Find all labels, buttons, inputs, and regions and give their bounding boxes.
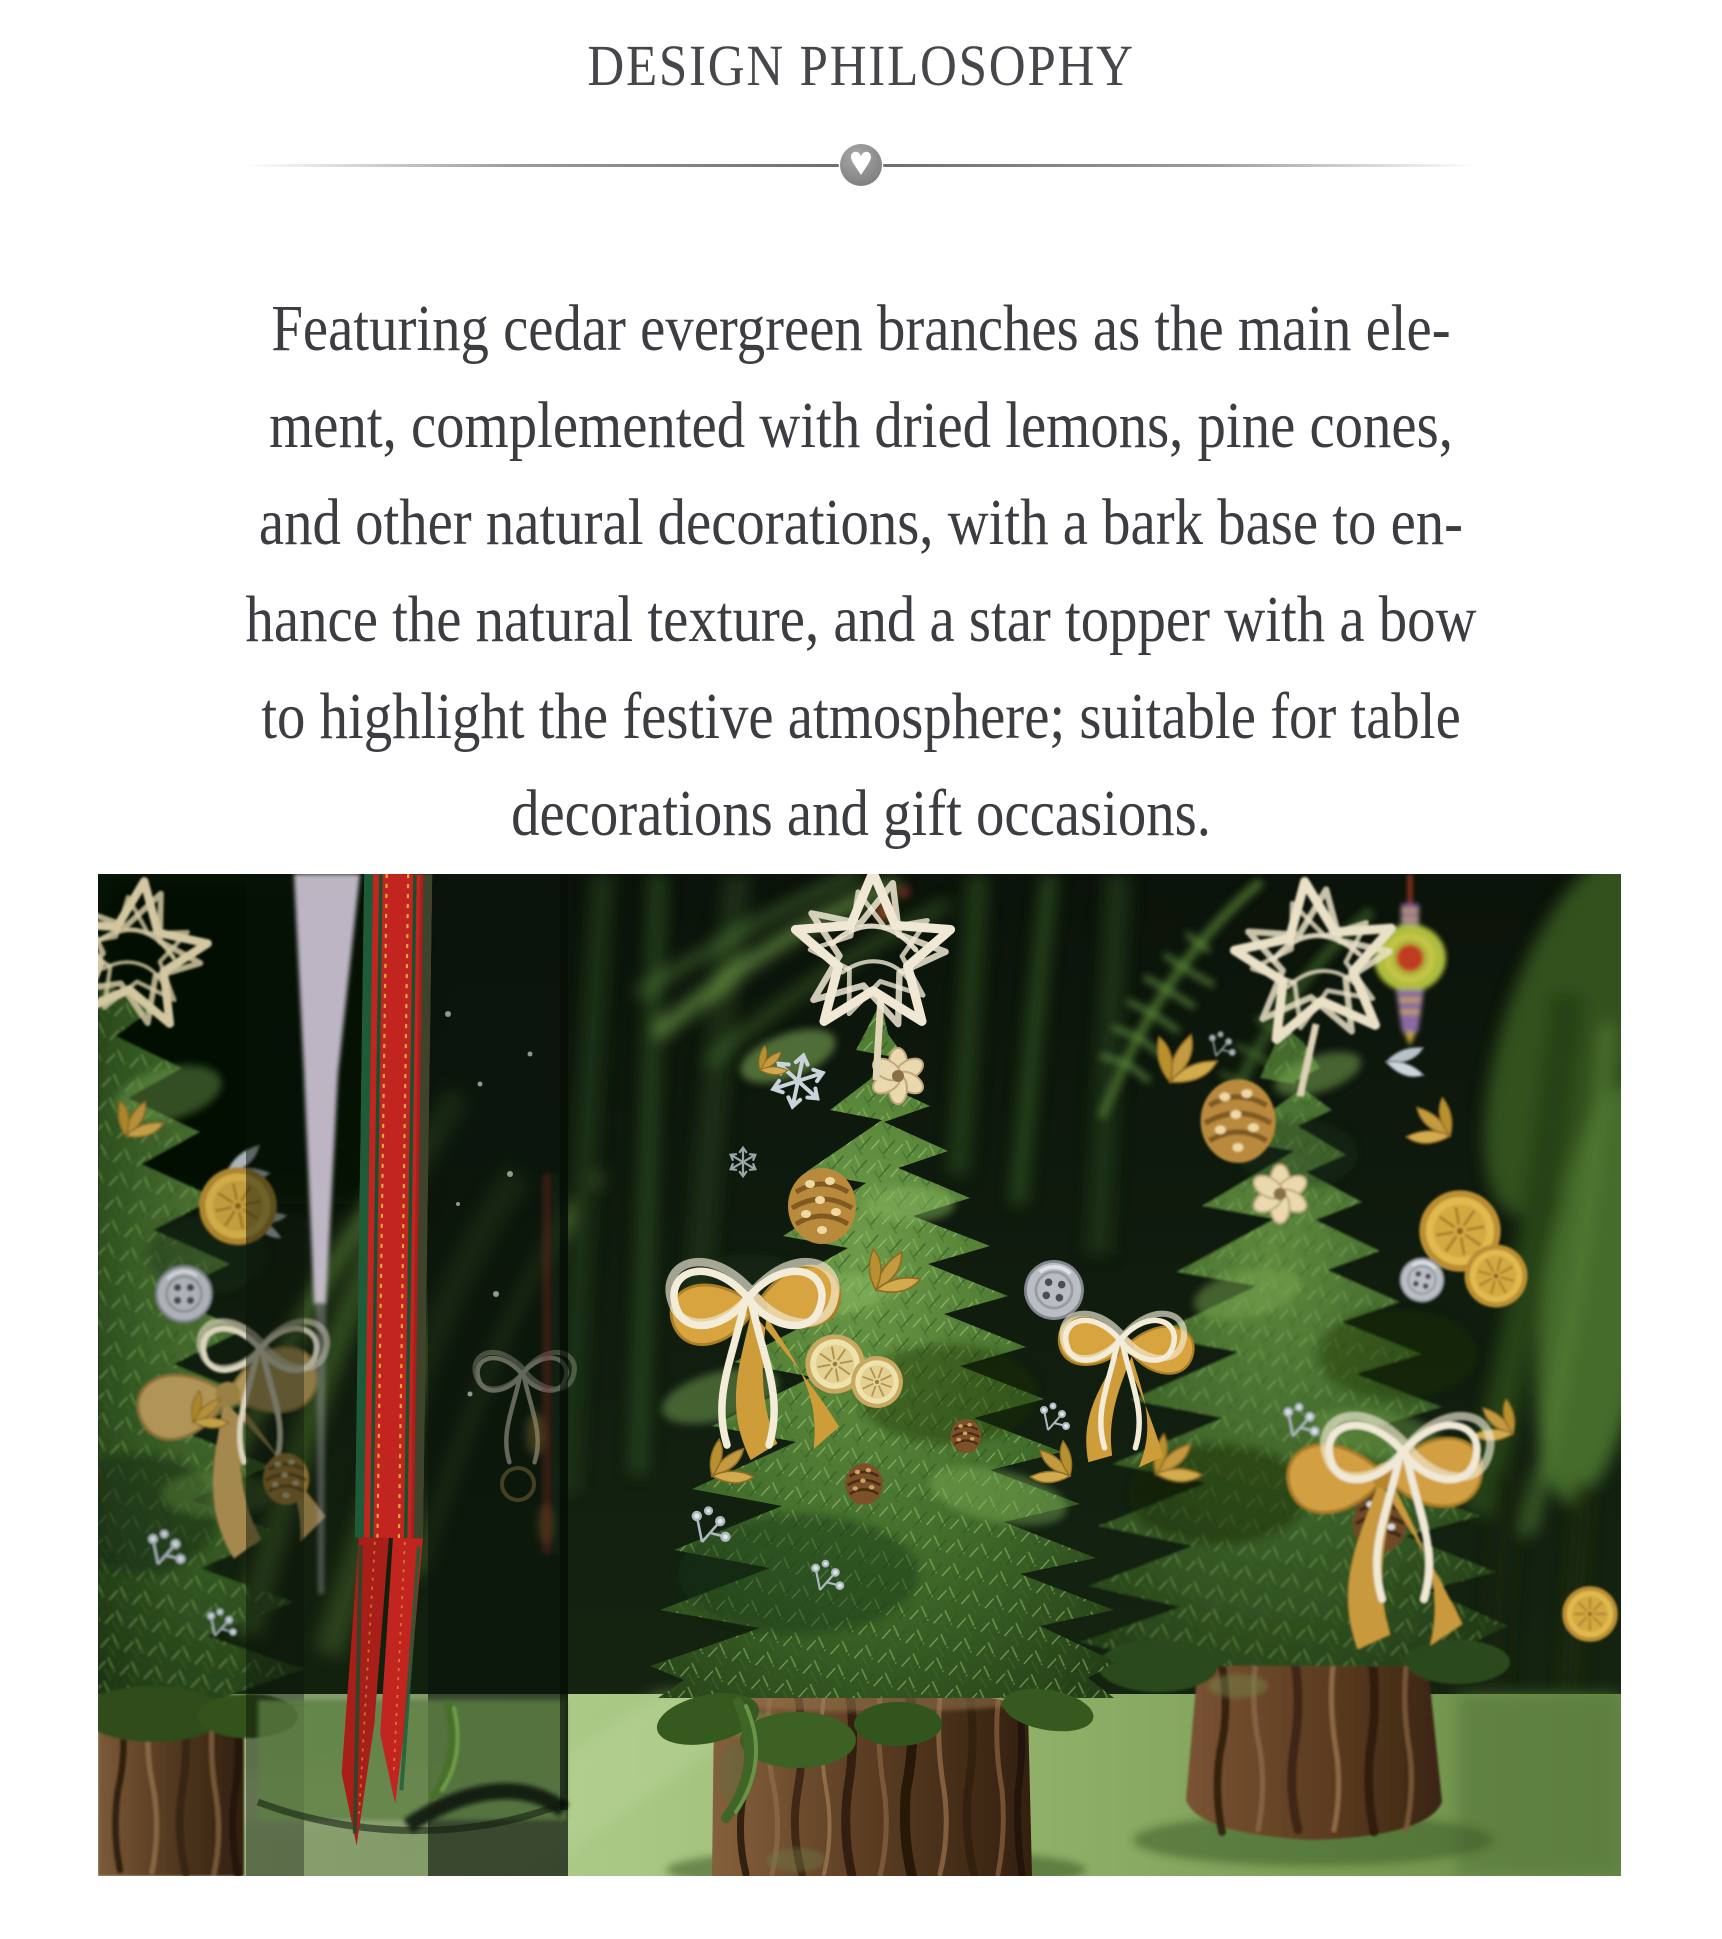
description-line: Featuring cedar evergreen branches as the main ele- <box>271 292 1451 365</box>
page-title <box>0 0 1722 102</box>
pine-cone <box>1201 1079 1276 1163</box>
page-title-text: DESIGN PHILOSOPHY <box>587 33 1135 98</box>
pine-cone <box>845 1463 882 1505</box>
product-photo <box>98 874 1621 1876</box>
right-tree-log <box>1186 1653 1442 1840</box>
description-line: decorations and gift occasions. <box>511 777 1211 850</box>
description-line: and other natural decorations, with a bark base to en- <box>258 486 1464 559</box>
divider-line-left <box>245 164 840 167</box>
description-line: to highlight the festive atmosphere; suitable for table <box>261 680 1461 753</box>
divider-line-right <box>883 164 1478 167</box>
decorative-divider <box>245 142 1478 188</box>
pine-cone <box>788 1168 856 1244</box>
description-line: ment, complemented with dried lemons, pine cones, <box>269 389 1453 462</box>
description-paragraph <box>0 280 1722 862</box>
glass-cloche <box>98 874 574 1876</box>
heart-chevron-down-icon <box>838 142 884 188</box>
description-line: hance the natural texture, and a star topper with a bow <box>245 583 1477 656</box>
